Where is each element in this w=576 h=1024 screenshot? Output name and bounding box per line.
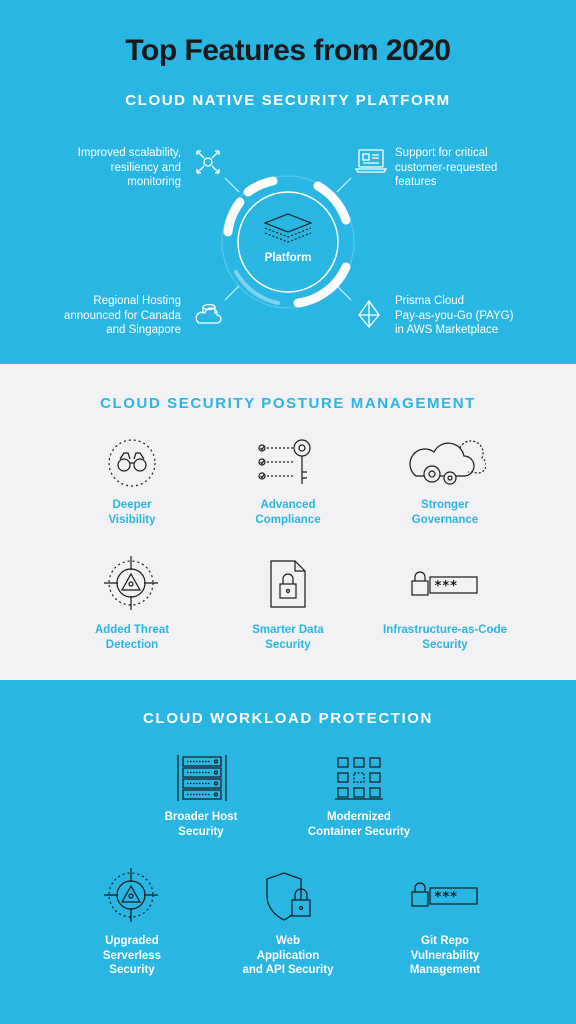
stacked-layers-icon	[261, 212, 315, 246]
text-line: customer-requested	[395, 161, 498, 174]
label-line: Added Threat	[94, 624, 170, 636]
label-line: Deeper	[112, 499, 152, 511]
label-line: Security	[109, 964, 155, 976]
cloud-gears-icon	[406, 438, 486, 488]
text-line: monitoring	[127, 176, 181, 188]
password-lock-icon	[410, 880, 480, 910]
platform-center-label: Platform	[264, 252, 312, 264]
page-title: Top Features from 2020	[125, 34, 451, 67]
locked-document-icon	[268, 558, 308, 610]
feature-broader-host-security	[141, 810, 261, 839]
platform-section	[0, 0, 576, 364]
label-line: Serverless	[102, 949, 162, 962]
text-line: Improved scalability,	[77, 147, 181, 159]
label-line: Detection	[105, 638, 159, 651]
password-lock-icon	[410, 569, 480, 599]
label-line: Security	[422, 638, 468, 651]
cwp-heading: CLOUD WORKLOAD PROTECTION	[143, 710, 433, 727]
label-line: Stronger	[421, 499, 469, 511]
server-rack-icon	[175, 753, 229, 803]
feature-modernized-container-security	[289, 810, 429, 839]
text-line: announced for Canada	[63, 309, 181, 322]
label-line: Modernized	[327, 811, 391, 823]
password-mask: ***	[434, 890, 458, 905]
feature-deeper-visibility	[72, 498, 192, 527]
checklist-key-icon	[256, 438, 320, 488]
feature-web-app-api-security	[218, 934, 358, 978]
container-grid-icon	[334, 756, 384, 802]
feature-iac-security	[365, 623, 525, 652]
label-line: Upgraded	[105, 935, 159, 947]
target-warning-icon	[102, 866, 160, 924]
cspm-heading: CLOUD SECURITY POSTURE MANAGEMENT	[100, 395, 476, 412]
text-line: in AWS Marketplace	[395, 324, 499, 336]
label-line: Visibility	[108, 513, 156, 526]
text-line: Pay-as-you-Go (PAYG)	[395, 309, 514, 322]
label-line: and API Security	[242, 964, 334, 976]
text-line: Support for critical	[395, 147, 488, 159]
feature-added-threat-detection	[72, 623, 192, 652]
feature-stronger-governance	[385, 498, 505, 527]
label-line: Security	[265, 638, 311, 651]
label-line: Container Security	[307, 825, 411, 838]
binoculars-icon	[106, 437, 158, 489]
text-line: resiliency and	[110, 161, 181, 174]
label-line: Git Repo	[421, 935, 469, 947]
label-line: Application	[256, 949, 320, 962]
label-line: Web	[275, 935, 301, 947]
label-line: Smarter Data	[252, 624, 324, 636]
cwp-section	[0, 680, 576, 1024]
label-line: Management	[409, 964, 481, 976]
password-mask: ***	[434, 579, 458, 594]
label-line: Security	[178, 825, 224, 838]
text-line: features	[395, 176, 437, 188]
label-line: Advanced	[260, 499, 316, 511]
label-line: Compliance	[255, 513, 321, 526]
feature-advanced-compliance	[228, 498, 348, 527]
feature-git-repo-vulnerability-management	[380, 934, 510, 978]
cspm-section	[0, 364, 576, 680]
feature-upgraded-serverless-security	[72, 934, 192, 978]
label-line: Governance	[411, 513, 479, 526]
label-line: Vulnerability	[410, 949, 480, 962]
label-line: Infrastructure-as-Code	[383, 624, 507, 636]
text-line: Regional Hosting	[93, 295, 181, 307]
text-line: and Singapore	[106, 324, 181, 336]
platform-heading: CLOUD NATIVE SECURITY PLATFORM	[125, 92, 451, 109]
text-line: Prisma Cloud	[395, 295, 465, 307]
target-warning-icon	[102, 554, 160, 612]
label-line: Broader Host	[164, 811, 238, 823]
feature-smarter-data-security	[228, 623, 348, 652]
shield-lock-icon	[264, 870, 314, 924]
